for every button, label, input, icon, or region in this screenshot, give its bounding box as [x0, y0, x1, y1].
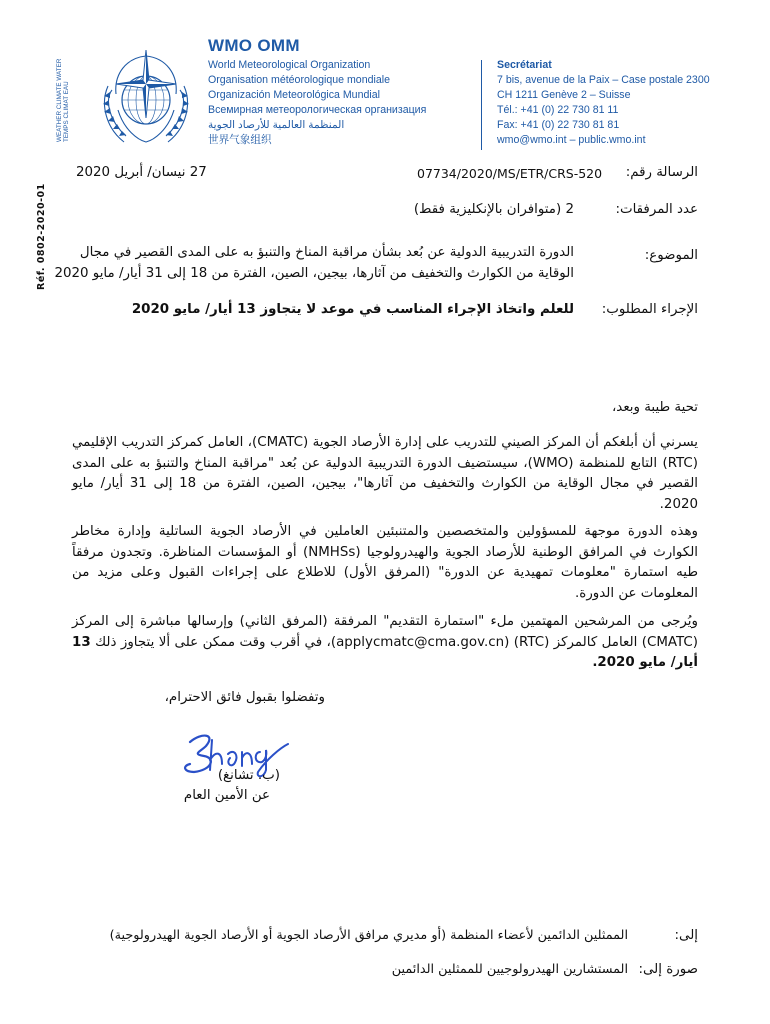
secretariat-email[interactable]: wmo@wmo.int – public.wmo.int: [497, 134, 646, 146]
attachments-label: عدد المرفقات:: [615, 202, 698, 217]
tagline-line-1: WEATHER CLIMATE WATER: [56, 58, 63, 142]
secretariat-title: Secrétariat: [497, 59, 552, 71]
org-name-ar: المنظمة العالمية للأرصاد الجوية: [208, 119, 345, 131]
secretariat-city: CH 1211 Genève 2 – Suisse: [497, 89, 631, 101]
action-value: للعلم واتخاذ الإجراء المناسب في موعد لا يتجاوز 13 أيار/ مايو 2020: [131, 302, 574, 317]
org-names: [208, 58, 426, 148]
org-name-en: World Meteorological Organization: [208, 59, 371, 71]
signer-name: (ب. تشانغ): [217, 768, 280, 783]
tagline-line-2: TEMPS CLIMAT EAU: [63, 81, 71, 142]
to-value: الممثلين الدائمين لأعضاء المنظمة (أو مديري مرافق الأرصاد الجوية أو الأرصاد الجوية الهيدرولوجية): [109, 928, 628, 943]
paragraph-1: يسرني أن أبلغكم أن المركز الصيني للتدريب على إدارة الأرصاد الجوية (CMATC)، العامل كمركز التدريب الإقليمي (RTC) التابع للمنظمة (WMO)، سيستضيف الدورة التدريبية الدولية عن بُعد "مراقبة المناخ والتنبؤ به على المدى القصير في مجال الوقاية من الكوارث والتخفيف من آثارها"، بيجين، الصين، الفترة من 18 إلى 31 أيار/ مايو 2020.: [72, 435, 699, 512]
subject-line-1: الدورة التدريبية الدولية عن بُعد بشأن مراقبة المناخ والتنبؤ به على المدى القصير في مجال: [79, 245, 574, 260]
paragraph-3: [72, 612, 698, 674]
paragraph-2: وهذه الدورة موجهة للمسؤولين والمتخصصين والمتنبئين العاملين في الأرصاد الجوية الساتلية وإدارة مخاطر الكوارث في المرافق الوطنية للأرصاد الجوية والهيدرولوجيا (NMHSs) أو المؤسسات المناظرة. وتجدون مرفقاً طيه استمارة "معلومات تمهيدية عن الدورة" (المرفق الأول) للاطلاع على إجراءات القبول وعلى مزيد من المعلومات عن الدورة.: [72, 524, 699, 601]
header-divider: [481, 60, 482, 150]
secretariat-fax: Fax: +41 (0) 22 730 81 81: [497, 119, 620, 131]
letter-date: 27 نيسان/ أبريل 2020: [76, 165, 207, 180]
letter-number-label: الرسالة رقم:: [625, 165, 698, 180]
paragraph-3-text: ويُرجى من المرشحين المهتمين ملء "استمارة التقديم" المرفقة (المرفق الثاني) وإرسالها مباشرة إلى المركز (CMATC) العامل كالمركز (RTC) (applycmatc@cma.gov.cn)، في أقرب وقت ممكن على ألا يتجاوز ذلك: [72, 614, 698, 650]
attachments-value: 2 (متوافران بالإنكليزية فقط): [413, 202, 574, 217]
signer-title: عن الأمين العام: [183, 788, 270, 803]
to-label: إلى:: [674, 928, 698, 943]
cc-label: صورة إلى:: [638, 962, 698, 977]
secretariat-phone: Tél.: +41 (0) 22 730 81 11: [497, 104, 619, 116]
subject-label: الموضوع:: [644, 248, 698, 263]
secretariat-address: [497, 58, 710, 148]
secretariat-street: 7 bis, avenue de la Paix – Case postale 2300: [497, 74, 710, 86]
subject-line-2: الوقاية من الكوارث والتخفيف من آثارها، بيجين، الصين، الفترة من 18 إلى 31 أيار/ مايو 2020: [54, 266, 574, 281]
action-label: الإجراء المطلوب:: [601, 302, 698, 317]
greeting: تحية طيبة وبعد،: [611, 400, 698, 415]
org-name-zh: 世界气象组织: [208, 134, 272, 146]
paragraph-3-deadline: 13 أيار/ مايو 2020.: [72, 634, 698, 670]
tagline: [56, 59, 71, 142]
org-name-ru: Всемирная метеорологическая организация: [208, 104, 427, 116]
org-title: WMO OMM: [208, 36, 300, 55]
wmo-emblem-icon: [96, 44, 196, 152]
letter-number-value: 07734/2020/MS/ETR/CRS-520: [417, 166, 603, 181]
org-name-es: Organización Meteorológica Mundial: [208, 89, 380, 101]
cc-value: المستشارين الهيدرولوجيين للممثلين الدائمين: [391, 962, 628, 977]
org-name-fr: Organisation météorologique mondiale: [208, 74, 390, 86]
reference-stamp: Réf. 0802-2020-01: [36, 183, 47, 290]
closing: وتفضلوا بقبول فائق الاحترام،: [164, 690, 325, 705]
